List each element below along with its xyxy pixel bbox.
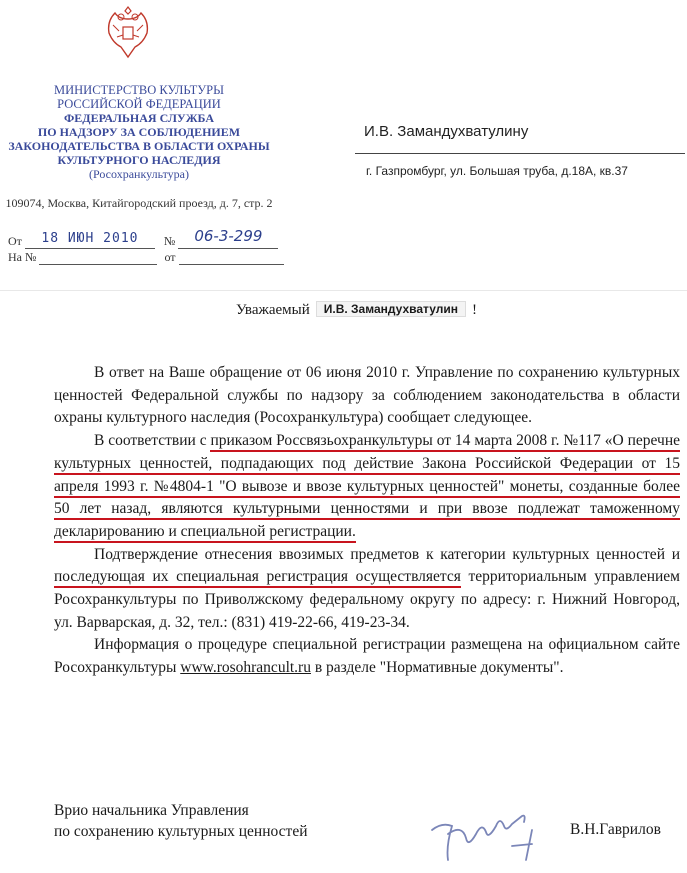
underlined-registration-text: последующая их специальная регистрация осуществляется: [54, 568, 461, 588]
salutation-suffix: !: [471, 302, 477, 318]
from-date-field: [25, 233, 155, 249]
salutation-name: И.В. Замандухватулин: [316, 301, 466, 317]
ministry-line: РОССИЙСКОЙ ФЕДЕРАЦИИ: [57, 97, 221, 111]
to-label: На №: [8, 250, 37, 264]
letterhead: [0, 83, 278, 182]
agency-line: КУЛЬТУРНОГО НАСЛЕДИЯ: [57, 153, 221, 167]
date-stamp: 18 ИЮН 2010: [41, 231, 139, 246]
paragraph-2: [54, 430, 680, 544]
ministry-line: МИНИСТЕРСТВО КУЛЬТУРЫ: [54, 83, 224, 97]
letterhead-address: 109074, Москва, Китайгородский проезд, д. 7, стр. 2: [5, 196, 273, 210]
reference-row-from: [8, 227, 278, 249]
paragraph-4-rest: в разделе "Нормативные документы".: [314, 659, 564, 677]
signatory-name: В.Н.Гаврилов: [570, 821, 661, 838]
underlined-order-text: приказом Россвязьохранкультуры от 14 марта 2008 г. №117 «О перечне культурных ценностей, подпадающих под действие Закона Российской Федерации от 15 апреля 1993 г. №4804-1 "О вывозе и ввозе культурных ценностей" монеты, созданные более 50 лет назад, являются культурными ценностями и при ввозе подлежат таможенному декларированию и специальной регистрации.: [54, 432, 680, 543]
handwritten-number: 06-3-299: [194, 227, 263, 245]
paragraph-3-intro: Подтверждение отнесения ввозимых предметов к категории культурных ценностей и: [94, 545, 680, 563]
reference-row-to: [8, 250, 284, 265]
salutation-prefix: Уважаемый: [236, 302, 310, 318]
signatory-position: [54, 800, 308, 842]
agency-line: ФЕДЕРАЛЬНАЯ СЛУЖБА: [64, 111, 214, 125]
paragraph-2-intro: В соответствии с: [94, 432, 207, 450]
agency-line: ЗАКОНОДАТЕЛЬСТВА В ОБЛАСТИ ОХРАНЫ: [8, 139, 270, 153]
page-fold-line: [0, 290, 687, 291]
paragraph-4-intro: Информация о процедуре специальной регистрации размещена на официальном сайте Росохранкультуры: [54, 636, 680, 677]
position-line-1: Врио начальника Управления: [54, 802, 249, 819]
of-label: от: [164, 250, 176, 264]
of-date-field: [179, 264, 284, 265]
letter-body: [54, 362, 680, 680]
recipient-name: И.В. Замандухватулину: [364, 123, 529, 140]
number-field: [178, 227, 278, 249]
number-label: №: [163, 234, 176, 248]
agency-abbreviation: (Росохранкультура): [89, 167, 189, 181]
salutation: [236, 301, 477, 319]
paragraph-3-rest: территориальным управлением Росохранкультуры по Приволжскому федеральному округу по адресу: г. Нижний Новгород, ул. Варварская, д. 32, тел.: (831) 419-22-66, 419-23-34.: [54, 568, 680, 631]
handwritten-signature: [420, 800, 570, 870]
recipient-address: г. Газпромбург, ул. Большая труба, д.18А, кв.37: [366, 164, 628, 178]
agency-line: ПО НАДЗОРУ ЗА СОБЛЮДЕНИЕМ: [37, 125, 241, 139]
recipient-divider: [355, 153, 685, 154]
to-number-field: [39, 264, 157, 265]
website-link[interactable]: www.rosohrancult.ru: [180, 659, 311, 677]
paragraph-4: [54, 634, 680, 679]
paragraph-3: [54, 544, 680, 635]
from-label: От: [8, 234, 22, 248]
paragraph-1: В ответ на Ваше обращение от 06 июня 2010 г. Управление по сохранению культурных ценностей Федеральной службы по надзору за соблюдением законодательства в области охраны культурного наследия (Росохранкультура) сообщает следующее.: [54, 364, 680, 427]
coat-of-arms-emblem: [103, 3, 153, 63]
position-line-2: по сохранению культурных ценностей: [54, 823, 308, 840]
